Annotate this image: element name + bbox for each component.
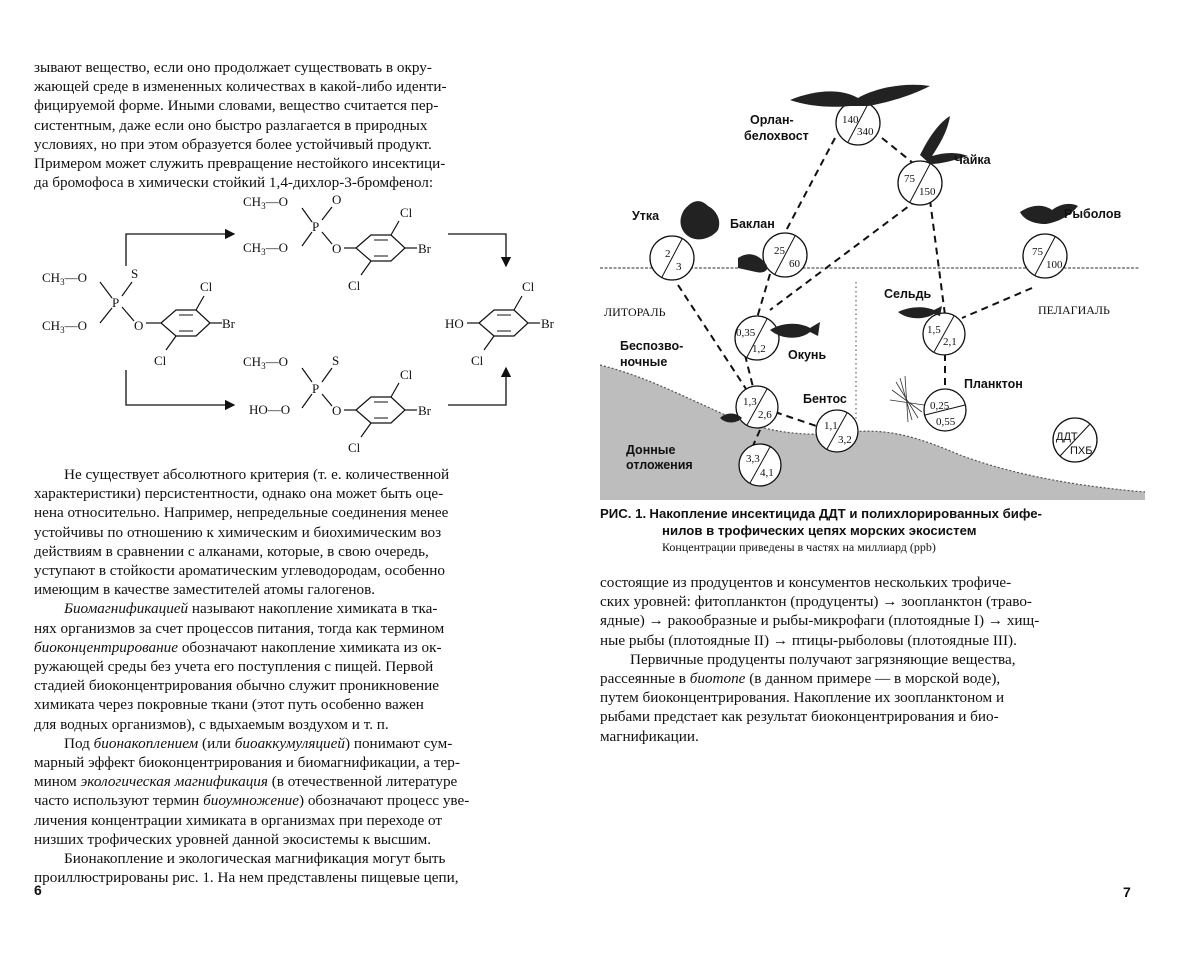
text-line: состоящие из продуцентов и консументов нескольких трофиче-: [600, 574, 1012, 591]
text-line: Не существует абсолютного критерия (т. е. количественной: [64, 466, 450, 483]
svg-text:O: O: [332, 403, 342, 418]
svg-text:P: P: [112, 295, 120, 310]
svg-text:O: O: [134, 318, 144, 333]
plankton-icon: [890, 376, 924, 422]
svg-text:1,1: 1,1: [824, 420, 838, 432]
svg-text:0,55: 0,55: [936, 416, 956, 428]
label-nochnye: ночные: [620, 355, 668, 369]
text-line: химиката через покровные ткани (этот путь особенно важен: [34, 696, 424, 714]
legend-ddt-pcb: [1053, 418, 1097, 462]
dichlorobromophenol-molecule: [445, 279, 555, 368]
svg-text:CH3—O: $CH_3—O$: [243, 194, 288, 211]
svg-text:2,6: 2,6: [758, 409, 772, 421]
right-page: [600, 0, 1200, 960]
svg-text:P: P: [312, 381, 320, 396]
node-utka: [650, 236, 694, 280]
label-belokhvost: белохвост: [744, 129, 809, 143]
text-line: условиях, но при этом образуется более устойчивый продукт.: [34, 135, 432, 153]
svg-text:O: O: [332, 241, 342, 256]
svg-text:Br: Br: [541, 316, 554, 331]
caption-subtitle: Концентрации приведены в частях на миллиард (ppb): [662, 540, 936, 554]
text-line: марный эффект биоконцентрирования и биомагнификации, а тер-: [34, 754, 460, 772]
svg-text:100: 100: [1046, 259, 1063, 271]
svg-text:Cl: Cl: [522, 279, 535, 294]
text-line: характеристики) персистентности, однако она может быть оце-: [34, 485, 444, 503]
text-line: действиям в сравнении с алканами, которые, в свою очередь,: [34, 542, 429, 560]
svg-text:3: 3: [676, 261, 682, 273]
right-text: [600, 573, 1133, 746]
text-line: нена относительно. Например, непредельные соединения менее: [34, 504, 449, 522]
text-line: рыбами предстает как результат биоконцентрирования и био-: [600, 708, 999, 726]
svg-text:60: 60: [789, 258, 800, 270]
svg-text:O: O: [332, 192, 342, 207]
text-line: нях организмов за счет процессов питания, тогда как термином: [34, 619, 445, 637]
text-line: стадией биоконцентрирования обычно служит проникновение: [34, 677, 440, 695]
svg-text:1,2: 1,2: [752, 343, 766, 355]
label-seld: Сельдь: [884, 287, 932, 301]
svg-text:1,5: 1,5: [927, 324, 941, 336]
svg-text:4,1: 4,1: [760, 467, 774, 479]
text-line: Под бионакоплением (или биоаккумуляцией) понимают сум-: [64, 734, 453, 752]
term-biotope: биотопе: [689, 670, 746, 688]
label-orlan: Орлан-: [750, 113, 794, 127]
caption-title: РИС. 1. Накопление инсектицида ДДТ и полихлорированных бифе-: [600, 506, 1042, 521]
text-line: проиллюстрированы рис. 1. На нем представлены пищевые цепи,: [34, 869, 459, 887]
label-bentos: Бентос: [803, 392, 847, 406]
term-biomultiplication: биоумножение: [203, 792, 299, 810]
text-line: ских уровней: фитопланктон (продуценты) → зоопланктон (траво-: [600, 593, 1032, 611]
svg-text:S: S: [332, 353, 340, 368]
label-bespozvo: Беспозво-: [620, 339, 684, 353]
svg-text:25: 25: [774, 245, 785, 257]
text-line: путем биоконцентрирования. Накопление их зоопланктоном и: [600, 689, 1005, 707]
eagle-icon: [790, 85, 930, 107]
text-line: биоконцентрирование обозначают накопление химиката из ок-: [34, 638, 442, 656]
animal-illustrations: [681, 85, 1078, 423]
text-line: Биомагнификацией называют накопление химиката в тка-: [64, 600, 438, 618]
text-line: магнификации.: [600, 727, 699, 745]
svg-text:S: S: [131, 266, 139, 281]
svg-text:340: 340: [857, 126, 874, 138]
reaction-scheme: [30, 190, 580, 455]
intro-paragraph: [34, 58, 568, 192]
label-rybolov: Рыболов: [1064, 207, 1122, 221]
svg-text:P: P: [312, 219, 320, 234]
svg-text:Cl: Cl: [154, 353, 167, 368]
label-otlozheniya: отложения: [626, 458, 693, 472]
page-number-right: 7: [1123, 884, 1131, 900]
node-donnye: [739, 444, 781, 486]
trophic-links: [678, 138, 1032, 448]
text-line: низших трофических уровней данной экосистемы к высшим.: [34, 830, 432, 848]
svg-text:CH3—O: $CH_3—O$: [243, 354, 288, 371]
label-utka: Утка: [632, 209, 660, 223]
node-chayka: [898, 161, 942, 205]
svg-text:Cl: Cl: [400, 367, 413, 382]
text-line: Примером может служить превращение нестойкого инсектици-: [34, 155, 446, 173]
text-line: зывают вещество, если оно продолжает существовать в окру-: [34, 59, 432, 76]
svg-text:3,2: 3,2: [838, 434, 852, 446]
text-line: жающей среде в измененных количествах в какой-либо иденти-: [34, 78, 447, 96]
svg-text:CH3—O: $CH_3—O$: [42, 270, 87, 287]
caption-title-line2: нилов в трофических цепях морских экосистем: [662, 523, 977, 538]
svg-text:75: 75: [1032, 246, 1043, 258]
svg-text:CH3—O: $CH_3—O$: [243, 240, 288, 257]
label-litoral: ЛИТОРАЛЬ: [604, 305, 666, 319]
node-rybolov: [1023, 234, 1067, 278]
duck-icon: [681, 201, 720, 239]
text-line: часто используют термин биоумножение) обозначают процесс уве-: [34, 792, 470, 810]
node-orlan: [836, 101, 880, 145]
svg-text:Br: Br: [418, 403, 431, 418]
text-line: Первичные продуценты получают загрязняющие вещества,: [630, 650, 1016, 668]
text-line: имеющим в качестве заместителей атомы галогенов.: [34, 581, 376, 599]
svg-text:Cl: Cl: [348, 440, 361, 455]
text-line: устойчивы по отношению к химическим и биохимическим воз: [34, 523, 442, 541]
label-baklan: Баклан: [730, 217, 775, 231]
node-okun: [735, 316, 779, 360]
bromophos-molecule: [42, 266, 236, 368]
label-plankton: Планктон: [964, 377, 1023, 391]
label-chayka: Чайка: [954, 153, 991, 167]
text-line: фицируемой форме. Иными словами, вещество считается пер-: [34, 97, 439, 115]
text-line: ядные) → ракообразные и рыбы-микрофаги (плотоядные I) → хищ-: [600, 612, 1040, 630]
svg-text:Br: Br: [418, 241, 431, 256]
svg-text:140: 140: [842, 114, 859, 126]
persistence-paragraph: [34, 465, 568, 887]
node-bentos: [816, 410, 858, 452]
label-pelagial: ПЕЛАГИАЛЬ: [1038, 303, 1110, 317]
text-line: для водных организмов), с вдыхаемым воздухом и т. п.: [34, 715, 389, 733]
svg-text:0,35: 0,35: [736, 327, 756, 339]
term-bioaccumulation-alt: биоаккумуляцией: [234, 734, 345, 752]
svg-text:Cl: Cl: [200, 279, 213, 294]
term-bioconcentration: биоконцентрирование: [34, 638, 179, 656]
svg-text:Br: Br: [222, 316, 235, 331]
svg-text:Cl: Cl: [400, 205, 413, 220]
desmethyl-bromophos-molecule: [243, 353, 432, 455]
text-line: мином экологическая магнификация (в отечественной литературе: [34, 773, 458, 791]
node-baklan: [763, 233, 807, 277]
svg-text:ПХБ: ПХБ: [1070, 445, 1093, 457]
node-seld: [923, 313, 965, 355]
term-biomagnification: Биомагнификацией: [64, 600, 189, 618]
svg-text:150: 150: [919, 186, 936, 198]
bromophos-oxon-molecule: [243, 192, 432, 293]
text-line: уступают в стойкости ароматическим углеводородам, особенно: [34, 562, 445, 580]
svg-text:2,1: 2,1: [943, 336, 957, 348]
term-bioaccumulation: бионакоплением: [93, 734, 199, 752]
svg-text:3,3: 3,3: [746, 453, 760, 465]
text-line: ные рыбы (плотоядные II) → птицы-рыболовы (плотоядные III).: [600, 631, 1017, 649]
svg-text:0,25: 0,25: [930, 400, 950, 412]
label-donnye: Донные: [626, 443, 676, 457]
label-okun: Окунь: [788, 348, 827, 362]
node-plankton: [924, 389, 966, 431]
text-line: ружающей среды без учета его поступления с пищей. Первой: [34, 658, 434, 676]
svg-text:2: 2: [665, 248, 671, 260]
svg-text:CH3—O: $CH_3—O$: [42, 318, 87, 335]
svg-text:75: 75: [904, 173, 915, 185]
page-number-left: 6: [34, 882, 42, 898]
food-web-figure: [600, 60, 1145, 500]
node-bespozvonochnye: [736, 386, 778, 428]
svg-text:1,3: 1,3: [743, 396, 757, 408]
text-line: систентным, даже если оно быстро разлагается в природных: [34, 116, 428, 134]
svg-text:ДДТ: ДДТ: [1056, 431, 1078, 443]
term-ecological-magnification: экологическая магнификация: [80, 773, 268, 791]
figure-caption: [600, 505, 1140, 556]
text-line: рассеянные в биотопе (в данном примере — в морской воде),: [600, 670, 1001, 688]
svg-text:Cl: Cl: [348, 278, 361, 293]
svg-text:HO—O: HO—O: [249, 402, 291, 417]
text-line: личения концентрации химиката в организмах при переходе от: [34, 811, 443, 829]
svg-text:HO: HO: [445, 316, 464, 331]
text-line: да бромофоса в химически стойкий 1,4-дихлор-3-бромфенол:: [34, 174, 434, 192]
svg-text:Cl: Cl: [471, 353, 484, 368]
text-line: Бионакопление и экологическая магнификация могут быть: [64, 850, 446, 868]
